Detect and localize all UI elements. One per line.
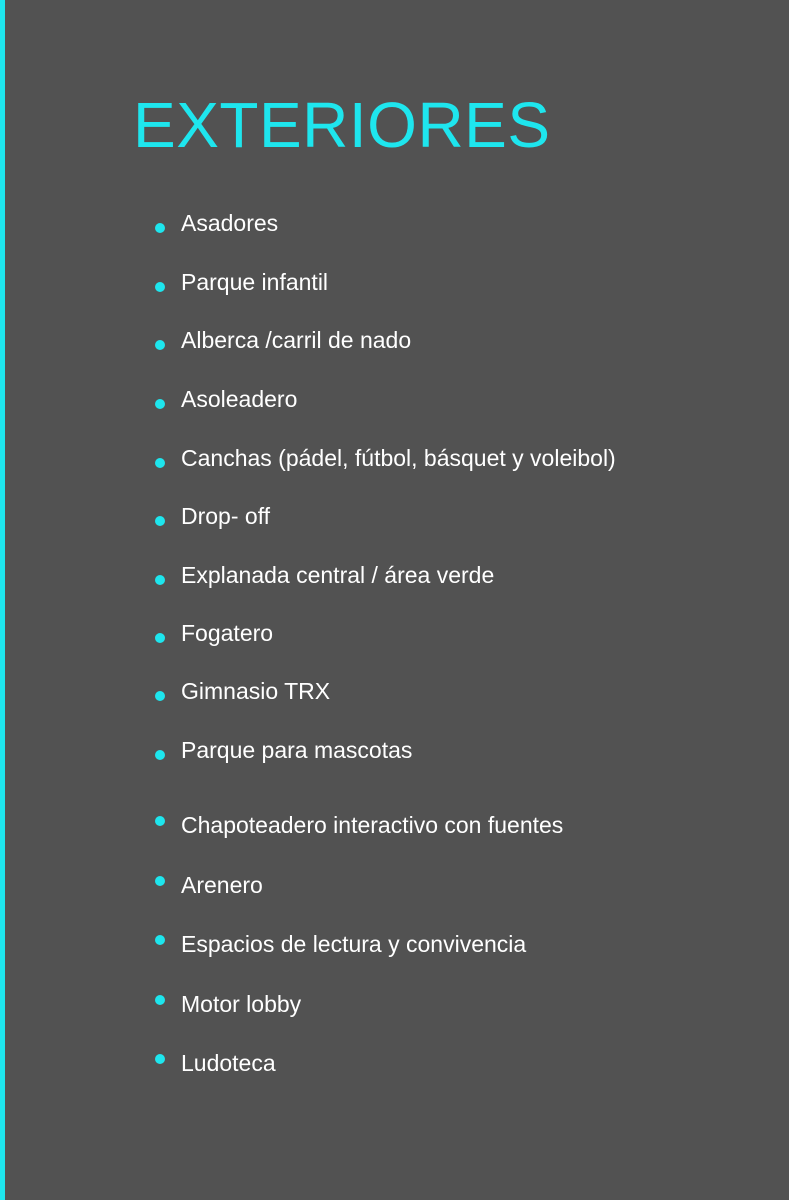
bullet-icon xyxy=(155,633,165,643)
list-item-label: Asoleadero xyxy=(181,386,298,412)
list-item-label: Parque para mascotas xyxy=(181,737,413,763)
bullet-icon xyxy=(155,691,165,701)
list-item-label: Canchas (pádel, fútbol, básquet y voleibol) xyxy=(181,445,616,471)
list-item xyxy=(5,210,705,240)
list-item xyxy=(5,327,705,357)
list-item xyxy=(5,269,705,299)
list-item xyxy=(5,386,705,416)
bullet-icon xyxy=(155,458,165,468)
bullet-icon xyxy=(155,995,165,1005)
list-item-label: Drop- off xyxy=(181,503,271,529)
list-item xyxy=(5,991,705,1021)
list-item-label: Alberca /carril de nado xyxy=(181,327,412,353)
bullet-icon xyxy=(155,575,165,585)
bullet-icon xyxy=(155,935,165,945)
list-item-label: Motor lobby xyxy=(181,991,302,1017)
list-item xyxy=(5,678,705,708)
list-item-label: Espacios de lectura y convivencia xyxy=(181,931,527,957)
list-item xyxy=(5,737,705,767)
list-item-label: Ludoteca xyxy=(181,1050,276,1076)
bullet-icon xyxy=(155,816,165,826)
amenities-panel xyxy=(5,0,789,1200)
list-item-label: Gimnasio TRX xyxy=(181,678,331,704)
list-item xyxy=(5,931,705,961)
list-item xyxy=(5,620,705,650)
list-item xyxy=(5,812,705,842)
bullet-icon xyxy=(155,399,165,409)
list-item-label: Asadores xyxy=(181,210,279,236)
list-item-label: Chapoteadero interactivo con fuentes xyxy=(181,812,564,838)
list-item-label: Explanada central / área verde xyxy=(181,562,495,588)
list-item xyxy=(5,562,705,592)
bullet-icon xyxy=(155,750,165,760)
bullet-icon xyxy=(155,1054,165,1064)
list-item-label: Arenero xyxy=(181,872,263,898)
list-item xyxy=(5,872,705,902)
page-title: EXTERIORES xyxy=(133,89,551,161)
bullet-icon xyxy=(155,876,165,886)
bullet-icon xyxy=(155,516,165,526)
bullet-icon xyxy=(155,223,165,233)
list-item xyxy=(5,503,705,533)
list-item-label: Parque infantil xyxy=(181,269,329,295)
bullet-icon xyxy=(155,282,165,292)
list-item xyxy=(5,1050,705,1080)
bullet-icon xyxy=(155,340,165,350)
list-item xyxy=(5,445,705,475)
list-item-label: Fogatero xyxy=(181,620,274,646)
